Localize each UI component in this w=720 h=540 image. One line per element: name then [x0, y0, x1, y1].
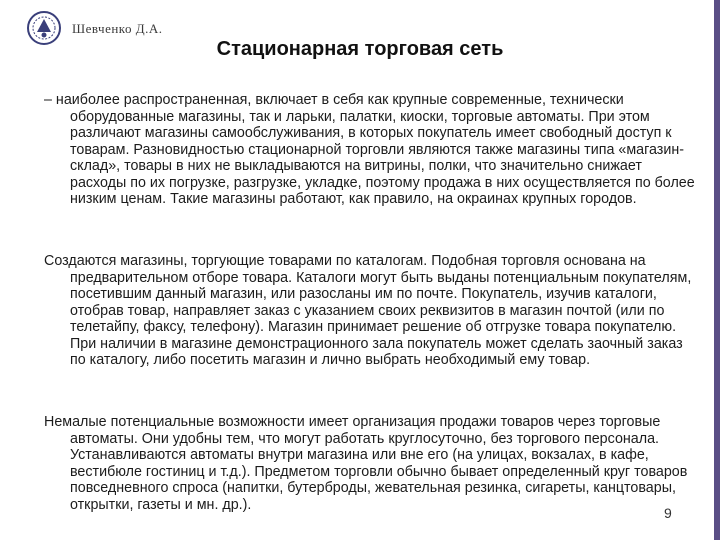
slide-title: Стационарная торговая сеть — [216, 38, 504, 60]
author-name: Шевченко Д.А. — [72, 21, 163, 36]
right-accent-bar — [714, 0, 720, 540]
paragraph-catalog-stores: Создаются магазины, торгующие товарами по каталогам. Подобная торговля основана на предварительном отборе товара. Каталоги могут быть выданы потенциальным покупателям, посетившим данный магазин, или разосланы им по почте. Покупатель, изучив каталоги, отобрав товар, направляет заказ с указанием своих реквизитов в магазин почтой (или по телетайпу, факсу, телефону). Магазин принимает решение об отгрузке товара покупателю. При наличии в магазине демонстрационного зала покупатель может сделать заочный заказ по каталогу, либо посетить магазин и лично выбрать необходимый ему товар. — [44, 253, 692, 368]
page-number: 9 — [664, 505, 672, 521]
paragraph-vending-machines: Немалые потенциальные возможности имеет организация продажи товаров через торговые автоматы. Они удобны тем, что могут работать круглосуточно, без торгового персонала. Устанавливаются автоматы внутри магазина или вне его (на улицах, вокзалах, в кафе, вестибюле гостиниц и т.д.). Предметом торговли обычно бывает определенный круг товаров повседневного спроса (напитки, бутерброды, жевательная резинка, сигареты, канцтовары, открытки, газеты и мн. др.). — [44, 414, 688, 513]
paragraph-stationary-network: – наиболее распространенная, включает в себя как крупные современные, технически оборудованные магазины, так и ларьки, палатки, киоски, торговые автоматы. При этом различают магазины самообслуживания, в которых покупатель имеет свободный доступ к товарам. Разновидностью стационарной торговли являются также магазины типа «магазин-склад», товары в них не выкладываются на витрины, полки, что значительно снижает расходы по их погрузке, разгрузке, укладке, поэтому продажа в них осуществляется по более низким ценам. Такие магазины работают, как правило, на окраинах крупных городов. — [44, 92, 695, 207]
